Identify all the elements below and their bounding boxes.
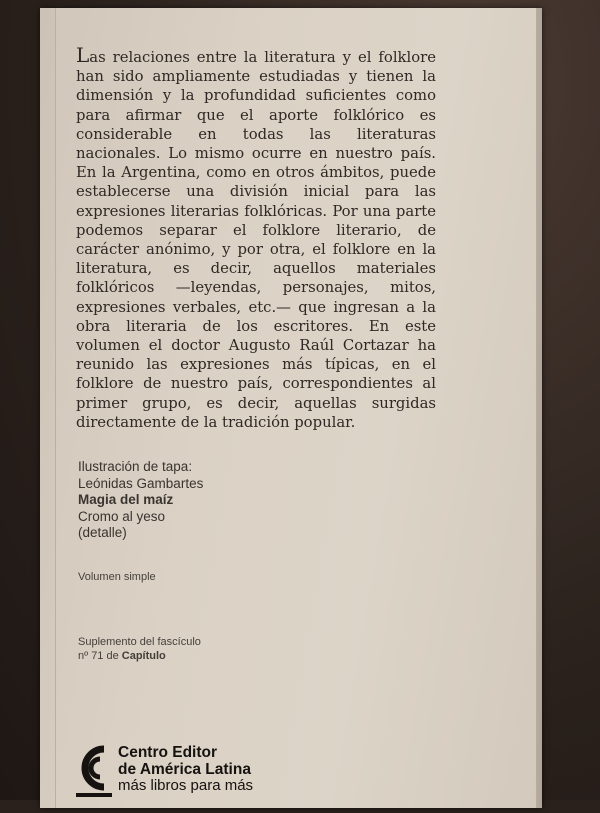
cover-illustration-credits bbox=[78, 459, 203, 542]
publisher-name bbox=[118, 745, 253, 795]
cover-panel bbox=[55, 8, 536, 808]
credits-artist: Leónidas Gambartes bbox=[78, 475, 204, 491]
blurb-text bbox=[76, 43, 436, 432]
credits-heading: Ilustración de tapa: bbox=[78, 459, 193, 474]
supplement-note bbox=[78, 635, 201, 663]
publisher-block bbox=[74, 743, 374, 813]
publisher-line-1: Centro Editor bbox=[118, 744, 218, 761]
supplement-series: Capítulo bbox=[121, 650, 166, 662]
supplement-line-2 bbox=[78, 649, 201, 663]
credits-artwork-title: Magia del maíz bbox=[78, 492, 174, 508]
credits-technique: Cromo al yeso bbox=[78, 508, 166, 524]
blurb-dropcap: L bbox=[76, 43, 90, 67]
publisher-line-2: de América Latina bbox=[118, 760, 251, 778]
credits-detail: (detalle) bbox=[78, 525, 127, 541]
supplement-line-1: Suplemento del fascículo bbox=[78, 636, 201, 648]
volume-label: Volumen simple bbox=[78, 571, 156, 583]
cea-logo-icon bbox=[74, 743, 114, 805]
blurb-body: as relaciones entre la literatura y el folklore han sido ampliamente estudiadas y tienen la dimensión y la profundidad suficientes como para afirmar que el aporte folklórico es considerable en todas las literaturas nacionales. Lo mismo ocurre en nuestro país. En la Argentina, como en otros ámbitos, puede establecerse una división inicial para las expresiones literarias folklóricas. Por una parte podemos separar el folklore literario, de carácter anónimo, y por otra, el folklore en la literatura, es decir, aquellos materiales folklóricos —leyendas, personajes, mitos, expresiones verbales, etc.— que ingresan a la obra literaria de los escritores. En este volumen el doctor Augusto Raúl Cortazar ha reunido las expresiones más típicas, en el folklore de nuestro país, correspondientes al primer grupo, es decir, aquellas surgidas directamente de la tradición popular. bbox=[76, 49, 436, 431]
book-back-cover bbox=[40, 8, 542, 808]
supplement-issue: nº 71 de bbox=[78, 650, 122, 662]
publisher-tagline: más libros para más bbox=[118, 777, 254, 794]
